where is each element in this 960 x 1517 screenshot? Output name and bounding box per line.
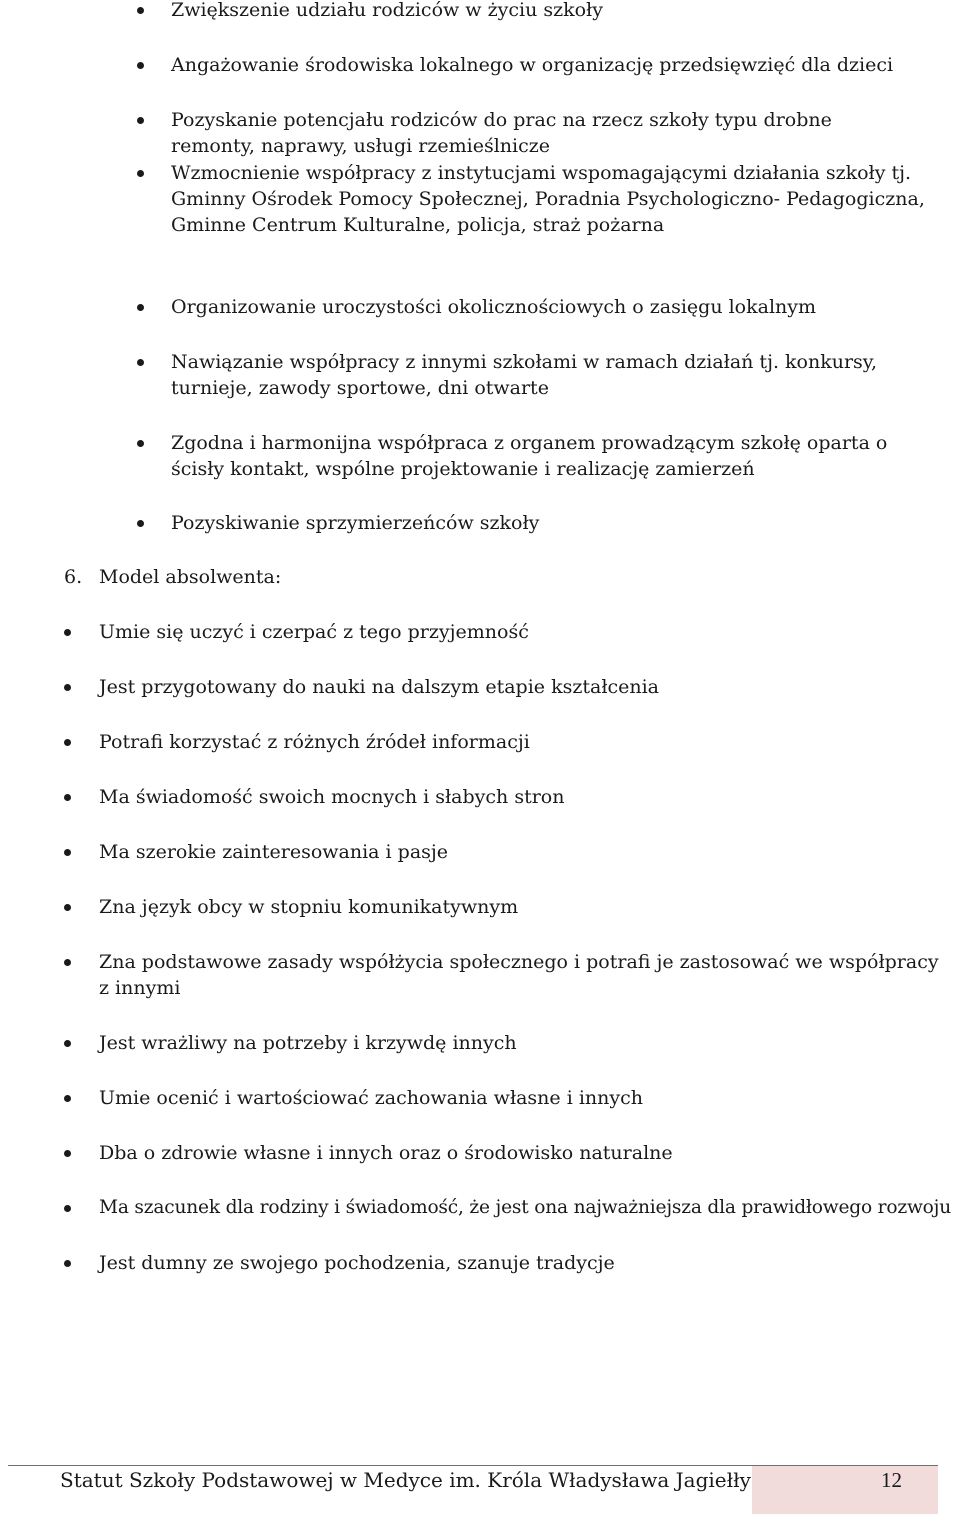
list-item-text: Jest dumny ze swojego pochodzenia, szanuje tradycje <box>99 1252 615 1274</box>
list-item-text: Umie się uczyć i czerpać z tego przyjemność <box>99 621 529 643</box>
list-item-text: Zgodna i harmonijna współpraca z organem prowadzącym szkołę oparta o ścisły kontakt, wspólne projektowanie i realizację zamierzeń <box>171 432 888 480</box>
bullet-icon <box>64 1095 71 1102</box>
list-item-text: Zna podstawowe zasady współżycia społecznego i potrafi je zastosować we współpracy z innymi <box>99 951 939 999</box>
bullet-icon <box>137 62 144 69</box>
list-item <box>171 0 951 23</box>
list-item-text: Pozyskanie potencjału rodziców do prac na rzecz szkoły typu drobne remonty, naprawy, usługi rzemieślnicze <box>171 109 832 157</box>
list-item <box>99 1250 959 1276</box>
bullet-icon <box>64 629 71 636</box>
section-heading <box>64 564 281 590</box>
footer-title: Statut Szkoły Podstawowej w Medyce im. Króla Władysława Jagiełły <box>60 1468 751 1492</box>
list-item <box>99 1195 959 1221</box>
list-item-text: Pozyskiwanie sprzymierzeńców szkoły <box>171 512 540 534</box>
list-item-text: Potrafi korzystać z różnych źródeł informacji <box>99 731 530 753</box>
list-item <box>99 674 959 700</box>
list-item-text: Zwiększenie udziału rodziców w życiu szkoły <box>171 0 603 21</box>
list-item <box>99 1140 959 1166</box>
bullet-icon <box>64 959 71 966</box>
page-number: 12 <box>881 1468 902 1492</box>
bullet-icon <box>64 1150 71 1157</box>
list-item-text: Umie ocenić i wartościować zachowania własne i innych <box>99 1087 643 1109</box>
list-item-text: Nawiązanie współpracy z innymi szkołami w ramach działań tj. konkursy, turnieje, zawody sportowe, dni otwarte <box>171 351 878 399</box>
bullet-icon <box>64 794 71 801</box>
list-item-text: Zna język obcy w stopniu komunikatywnym <box>99 896 519 918</box>
list-item-text: Dba o zdrowie własne i innych oraz o środowisko naturalne <box>99 1142 673 1164</box>
list-item-text: Ma szacunek dla rodziny i świadomość, że jest ona najważniejsza dla prawidłowego rozwoju <box>99 1197 951 1218</box>
list-item <box>99 949 944 1001</box>
bullet-icon <box>137 520 144 527</box>
list-item <box>99 839 959 865</box>
list-item <box>171 510 951 536</box>
bullet-icon <box>137 440 144 447</box>
bullet-icon <box>137 304 144 311</box>
bullet-icon <box>64 684 71 691</box>
list-item <box>99 729 959 755</box>
section-number: 6. <box>64 566 83 588</box>
list-item <box>171 430 946 482</box>
bullet-icon <box>64 1040 71 1047</box>
bullet-icon <box>64 1260 71 1267</box>
page-number-box <box>752 1466 938 1514</box>
list-item-text: Organizowanie uroczystości okolicznościowych o zasięgu lokalnym <box>171 296 817 318</box>
section-title: Model absolwenta: <box>99 566 282 588</box>
list-item-text: Ma świadomość swoich mocnych i słabych stron <box>99 786 565 808</box>
list-item <box>171 107 921 159</box>
bullet-icon <box>137 359 144 366</box>
bullet-icon <box>64 1205 71 1212</box>
list-item <box>99 894 959 920</box>
bullet-icon <box>64 904 71 911</box>
bullet-icon <box>64 739 71 746</box>
list-item-text: Ma szerokie zainteresowania i pasje <box>99 841 449 863</box>
bullet-icon <box>137 7 144 14</box>
list-item <box>171 349 956 401</box>
list-item-text: Angażowanie środowiska lokalnego w organizację przedsięwzięć dla dzieci <box>171 54 894 76</box>
list-item <box>99 1030 959 1056</box>
list-item <box>99 1085 959 1111</box>
list-item-text: Jest przygotowany do nauki na dalszym etapie kształcenia <box>99 676 659 698</box>
list-item <box>171 160 941 238</box>
list-item-text: Wzmocnienie współpracy z instytucjami wspomagającymi działania szkoły tj. Gminny Ośrodek Pomocy Społecznej, Poradnia Psychologiczno- Pedagogiczna, Gminne Centrum Kulturalne, policja, straż pożarna <box>171 162 925 236</box>
list-item <box>171 294 951 320</box>
bullet-icon <box>137 170 144 177</box>
list-item-text: Jest wrażliwy na potrzeby i krzywdę innych <box>99 1032 517 1054</box>
list-item <box>171 52 951 78</box>
bullet-icon <box>137 117 144 124</box>
list-item <box>99 619 959 645</box>
bullet-icon <box>64 849 71 856</box>
list-item <box>99 784 959 810</box>
